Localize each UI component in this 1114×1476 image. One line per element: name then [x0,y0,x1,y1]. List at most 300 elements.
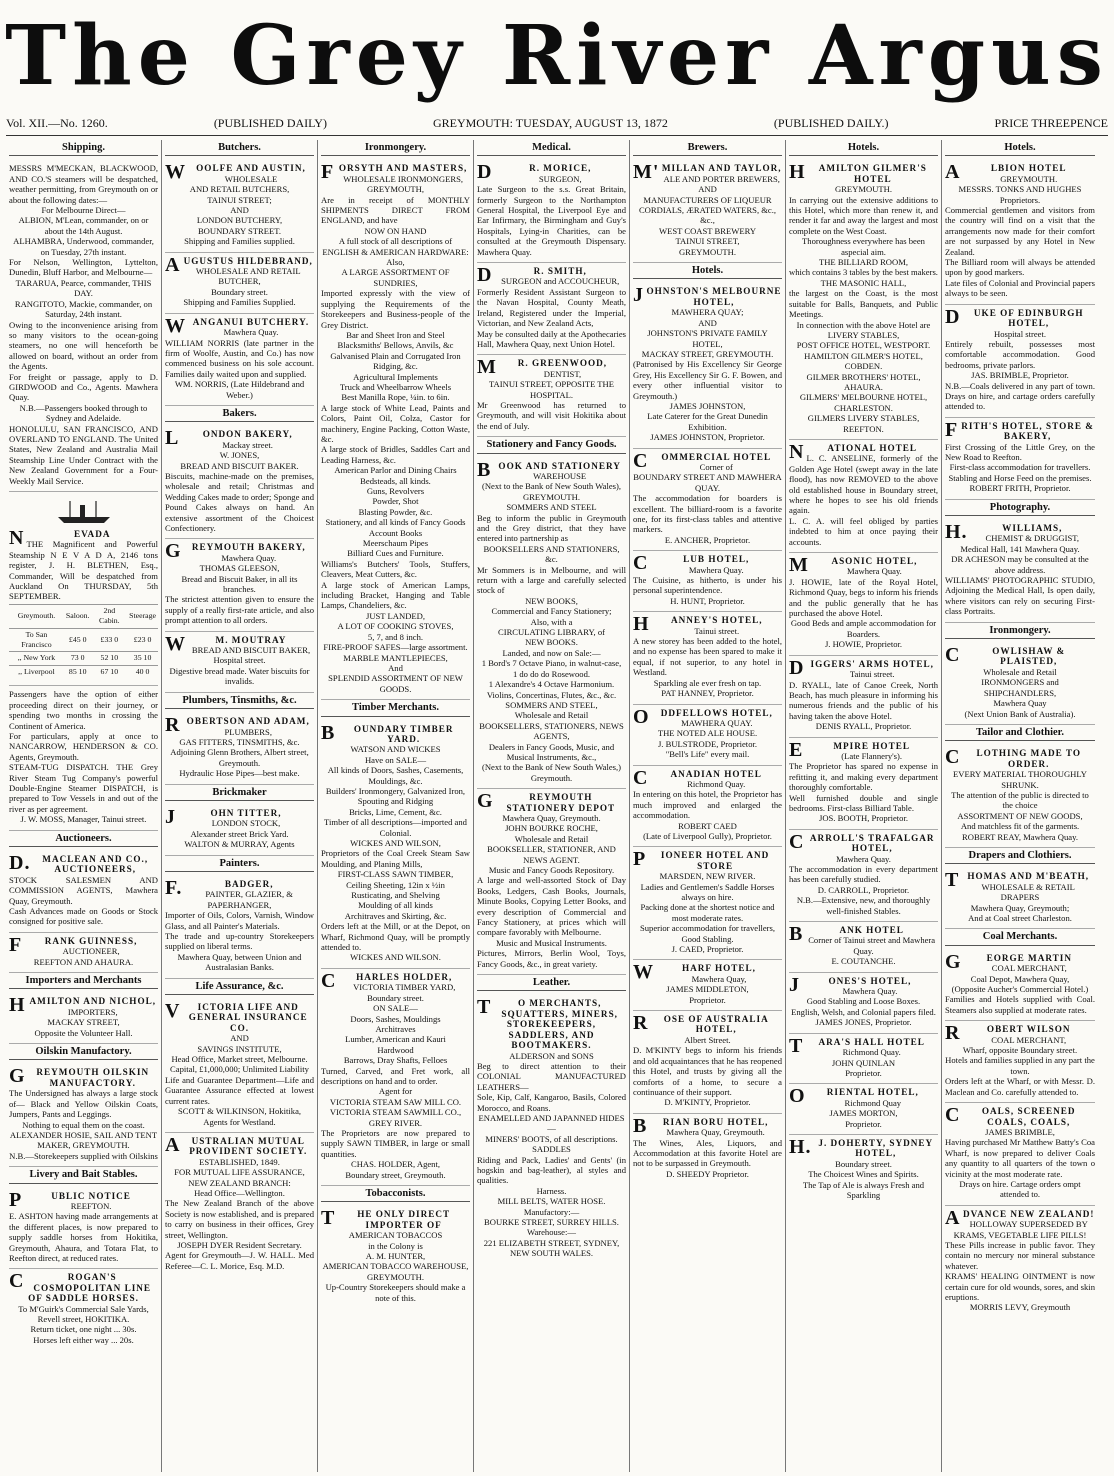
advertisement [165,713,314,784]
ad-text: TAINUI STREET, OPPOSITE THE HOSPITAL. [488,379,615,400]
ad-text: Violins, Concertinas, Flutes, &c., &c. [486,689,617,700]
ad-text: SPLENDID ASSORTMENT OF NEW GOODS. [328,673,463,694]
ad-text: Proprietor. [845,1067,882,1078]
ad-text: Digestive bread made. Water biscuits for invalids. [169,665,310,687]
ad-text: MARSDEN, NEW RIVER. [659,871,756,882]
ad-text: Up-Country Storekeepers should make a note of this. [325,1282,466,1303]
ad-text: "Bell's Life" every mail. [665,749,750,760]
table-header-cell: Saloon. [64,604,92,628]
ad-text: All kinds of Doors, Sashes, Casements, Mouldings, &c. [327,765,464,786]
ad-text: J. HOWIE, Proprietor. [824,639,903,650]
table-cell: 85 10 [64,665,92,678]
advertiser-name: WANGANUI BUTCHERY. [165,314,310,337]
ad-text: DENTIST, [543,368,582,379]
advertisement [477,263,626,355]
advertisement [945,418,1095,500]
ad-text: in the Colony is [368,1240,423,1251]
ad-text: Nothing to equal them on the coast. [22,1119,145,1130]
ad-text: Ridging, &c. [373,361,418,372]
ad-text: Good Beds and ample accommodation for Boarders. [790,618,937,639]
ad-text: Moulding of all kinds [358,900,433,911]
ad-text: FIRST-CLASS SAWN TIMBER, [337,869,454,880]
ad-text: LONDON STOCK, [211,818,281,829]
ad-text: The trade and up-country Storekeepers supplied on liberal terms. [165,931,314,952]
ad-text: MESSRS M'MECKAN, BLACKWOOD, AND CO.'S steamers will be despatched, weather permitting, from Greymouth on or about the following dates:— [9,163,158,205]
table-cell: 35 10 [127,652,158,665]
ad-text: Importer of Oils, Colors, Varnish, Window Glass, and all Painter's Materials. [165,910,314,931]
ad-text: Entirely rebuilt, possesses most comfortable accommodation. Good bedrooms, private parlors. [945,338,1095,370]
ad-text: For freight or passage, apply to D. GIRDWOOD and Co., Agents. Mawhera Quay. [9,371,158,403]
column-3 [318,140,474,1472]
ad-text: Ladies and Gentlemen's Saddle Horses always on hire. [640,881,775,902]
ad-text: WATSON AND WICKES [350,744,441,755]
advertisement [945,868,1095,929]
ad-text: WALTON & MURRAY, Agents [184,839,295,850]
ad-text: GREYMOUTH. [678,246,737,257]
advertiser-name: LONDON BAKERY, [165,427,293,450]
table-cell: ,, New York [9,652,64,665]
ad-text: Mawhera Quay. [223,327,279,338]
ad-text: Proprietors of the Coal Creek Steam Saw Moulding, and Planing Mills, [321,848,470,869]
ad-text: And at Coal street Charleston. [968,913,1072,923]
ad-text: Wholesale and Retail [983,666,1057,677]
ad-text: Builders' Ironmongery, Galvanized Iron, Spouting and Ridging [325,785,466,807]
ad-text: Tainui street. [694,625,740,636]
ad-text: The New Zealand Branch of the above Society is now established, and is prepared to carry on business in their offices, Grey street, Wellington. [165,1198,314,1240]
advertisement [633,160,782,263]
column-2 [162,140,318,1472]
section-heading: Ironmongery. [321,143,470,156]
ad-text: 221 ELIZABETH STREET, SYDNEY, NEW SOUTH WALES. [483,1237,620,1259]
ad-text: Timber of all descriptions—imported and Colonial. [324,817,467,838]
ad-text: MINERS' BOOTS, of all descriptions. [485,1133,618,1144]
ad-text: N.B.—Extensive, new, and thoroughly well-finished Stables. [796,895,931,916]
ad-text: Mawhera Quay. [842,986,898,997]
ad-text: 5, 7, and 8 inch. [367,631,424,642]
ad-text: BUTCHER, [218,276,261,287]
advertiser-name: DR. MORICE, [477,161,592,184]
table-row [9,652,158,665]
advertisement [9,851,158,933]
advertiser-name: ODDFELLOWS HOTEL, [633,705,773,728]
advertiser-name: WHARF HOTEL, [633,961,756,984]
ad-text: BOOKSELLERS AND STATIONERS, &c. [483,543,620,565]
ad-text: Mawhera Quay. [847,566,902,577]
advertisement [945,1103,1095,1206]
advertiser-name: FORSYTH AND MASTERS, [321,161,468,184]
ad-text: Boundary street. [367,992,424,1003]
section-heading: Painters. [165,859,314,872]
ad-text: TAINUI STREET; [207,194,272,205]
ad-text: D. M'KINTY begs to inform his friends and old acquaintances that he has reopened this Hotel, and trusts by giving all the comforts of a home, to secure a continuance of their support. [633,1045,782,1097]
ad-text: JAMES JONES, Proprietor. [815,1017,912,1028]
table-header-cell: Greymouth. [9,604,64,628]
advertiser-name: AUGUSTUS HILDEBRAND, [165,253,313,276]
ad-text: ROBERT FRITH, Proprietor. [969,483,1071,494]
ad-text: In carrying out the extensive additions to this Hotel, which more than renew it, and render it far and away the largest and most complete on the West Coast. [789,194,938,236]
ad-text: POST OFFICE HOTEL, WESTPORT. [796,340,931,351]
ad-text: BREAD AND BISCUIT BAKER, [191,645,311,656]
ad-text: Richmond Quay. [842,1047,901,1058]
ad-text: HAMILTON GILMER'S HOTEL, COBDEN. [804,350,923,372]
advertisement [165,160,314,252]
advertiser-name: ALBION HOTEL [945,161,1067,184]
ad-text: PAT HANNEY, Proprietor. [661,688,754,699]
advertiser-name: COALS, SCREENED COALS, COALS, [945,1104,1076,1127]
ad-text: ASSORTMENT OF NEW GOODS, [957,810,1083,821]
ad-text: E. ASHTON having made arrangements at the different places, is now prepared to supply saddle horses from Hokitika, Greymouth, Ahaura, and Totara Flat, to Reefton direct, at reduced rates. [9,1211,158,1263]
ad-text: GILMER BROTHERS' HOTEL, AHAURA. [806,371,921,392]
ad-text: Opposite the Volunteer Hall. [34,1027,133,1038]
advertisement [477,789,626,975]
ad-text: AND [698,317,717,328]
advertiser-name: MASONIC HOTEL, [789,554,918,577]
advertiser-name: NATIONAL HOTEL [789,440,918,463]
ad-text: First Crossing of the Little Grey, on the New Road to Reefton. [945,441,1095,462]
ad-text: Stabling and Horse Feed on the premises. [948,472,1092,483]
ad-text: (Next Union Bank of Australia). [964,708,1076,719]
advertisement [633,1011,782,1114]
ad-text: AND [698,184,717,195]
ad-text: Agent for [378,1086,413,1097]
advertisement [165,426,314,539]
section-heading: Tobacconists. [321,1189,470,1202]
ad-text: N.B.—Coals delivered in any part of town. Drays on hire, and cartage orders carefully attended to. [945,380,1095,412]
ad-text: WM. NORRIS, (Late Hildebrand and Weber.) [174,379,305,400]
ad-text: ROBERT CAED [678,820,737,831]
ad-text: Turned, Carved, and Fret work, all descriptions on hand and to order. [321,1065,470,1086]
advertiser-name: ORIENTAL HOTEL, [789,1085,919,1108]
ad-text: E. ANCHER, Proprietor. [664,534,751,545]
advertiser-name: H.J. DOHERTY, SYDNEY HOTEL, [789,1135,934,1159]
advertisement [789,1084,938,1135]
ad-text: Meerschaum Pipes [362,538,429,549]
published-daily-left: (PUBLISHED DAILY) [213,115,327,130]
ad-text: GREYMOUTH, [366,184,425,195]
ad-text: Also, [386,257,405,268]
ad-text: GILMERS' MELBOURNE HOTEL, CHARLESTON. [799,392,928,413]
advertiser-name: HAMILTON AND NICHOL, [9,994,157,1017]
section-heading: Importers and Merchants [9,976,158,989]
ad-text: In connection with the above Hotel are LIVERY STABLES, [796,319,931,340]
ad-text: The accommodation for boarders is excellent. The billiard-room is a favorite one, for its first-class tables and attentive markers. [633,493,782,535]
ad-text: Boundary street. [211,286,268,297]
advertiser-name: TARA'S HALL HOTEL [789,1034,925,1057]
advertiser-name: WM. MOUTRAY [165,632,287,655]
table-cell: £45 0 [64,628,92,652]
ad-text: JOHNSTON'S PRIVATE FAMILY HOTEL, [647,328,768,349]
ad-text: The Choicest Wines and Spirits. [808,1169,919,1180]
ad-text: Riding and Pack, Ladies' and Gents' (in hogskin and bag-leather), al styles and qualities. [477,1154,626,1186]
ad-text: THE MASONIC HALL, [820,277,907,288]
ad-text: Late Surgeon to the s.s. Great Britain, formerly Surgeon to the Northampton General Hospital, the Liverpool Eye and Ear Infirmary, the Birmingham and Guy's Hospitals, Lying-in Charities, can be consulted at the Greymouth Dispensary. Mawhera Quay. [477,184,626,257]
ad-text: Bar and Sheet Iron and Steel [346,329,445,340]
section-heading: Oilskin Manufactory. [9,1047,158,1060]
ad-text: Boundary street. [835,1158,892,1169]
ad-text: Lumber, American and Kauri [345,1034,446,1045]
ad-text: These Pills increase in public favor. They contain no mercury nor mineral substance whatever. [945,1239,1095,1271]
ad-text: WICKES AND WILSON. [350,952,441,963]
table-row [9,628,158,652]
ad-text: (Opposite Aucher's Commercial Hotel.) [951,984,1089,995]
ad-text: WICKES AND WILSON, [350,838,441,848]
advertisement [633,612,782,704]
ad-text: STEAM-TUG DISPATCH. THE Grey River Steam Tug Company's powerful Double-Engine Steamer DISPATCH, is prepared to Tow Vessels in and out of the river as per agreement. [9,762,158,814]
ad-text: Mawhera Quay. [688,564,744,575]
advertiser-name: COMMERCIAL HOTEL [633,449,772,472]
ad-text: REEFTON AND AHAURA. [33,956,134,967]
ad-text: A large and well-assorted Stock of Day Books, Ledgers, Cash Books, Journals, Minute Books, Copying Letter Books, and every description of Commercial and Fancy Stationery, at prices which will compare favorably with Melbourne. [477,875,626,938]
section-heading: Butchers. [165,143,314,156]
ad-text: Families and Hotels supplied with Coal. Steamers also supplied at moderate rates. [945,994,1095,1015]
section-heading: Plumbers, Tinsmiths, &c. [165,696,314,709]
ad-text: WILLIAMS' PHOTOGRAPHIC STUDIO, Adjoining the Medical Hall, Is open daily, where visitors can rely on securing First-class Portraits. [945,575,1095,617]
ad-text: WILLIAM NORRIS (late partner in the firm of Woolfe, Austin, and Co.) has now commenced business on his sole account. Families daily waited upon and supplied. [165,337,314,379]
ad-text: English, Welsh, and Colonial papers filed. [791,1006,936,1017]
ad-text: MILL BELTS, WATER HOSE. [497,1196,606,1207]
ad-text: The Proprietor has spared no expense in refitting it, and making every department thoroughly comfortable. [789,761,938,793]
ad-text: JAMES BRIMBLE, [985,1126,1055,1137]
ad-text: which contains 3 tables by the best makers. [789,267,938,278]
advertiser-name: M'MILLAN AND TAYLOR, [633,161,782,184]
ad-text: Passengers have the option of either proceeding direct on their journey, or spending two months in crossing the Continent of America. [9,689,158,731]
ad-text: The attention of the public is directed to the choice [951,789,1089,811]
section-heading: Stationery and Fancy Goods. [477,440,626,453]
ad-text: For Nelson, Wellington, Lyttelton, Dunedin, Bluff Harbor, and Melbourne— [9,257,158,278]
advertisement [945,950,1095,1021]
advertisement [477,995,626,1263]
advertisement [789,1135,938,1205]
advertiser-name: PUBLIC NOTICE [9,1188,131,1211]
advertisement [165,314,314,406]
ad-text: THE Magnificent and Powerful Steamship N E V A D A, 2146 tons register, J. H. BLETHEN, Esq., Commander, Will be despatched from Auckland On THURSDAY, 5th SEPTEMBER. [9,539,158,602]
ad-text: Orders left at the Wharf, or with Messr. D. Maclean and Co. carefully attended to. [945,1076,1095,1097]
ad-text: IMPORTERS, [67,1006,118,1017]
column-5 [630,140,786,1472]
ad-text: GILMERS LIVERY STABLES, REEFTON. [807,413,920,434]
ad-text: WHOLESALE [224,173,278,184]
ad-text: GREYMOUTH. [834,184,893,195]
advertisement [789,1034,938,1085]
advertisement [633,449,782,552]
ad-text: VICTORIA TIMBER YARD, [353,982,456,993]
ad-text: JAS. BRIMBLE, Proprietor. [971,370,1069,381]
advertisement [633,847,782,960]
section-heading: Shipping. [9,143,158,156]
advertiser-name: DIGGERS' ARMS HOTEL, [789,656,934,679]
table-cell: £23 0 [127,628,158,652]
advertiser-name: NEVADA [9,527,111,549]
advertisement [789,738,938,830]
advertisement [321,721,470,969]
advertisement [945,160,1095,304]
ad-text: STOCK SALESMEN AND COMMISSION AGENTS, Mawhera Quay, Greymouth. [9,874,158,906]
ad-text: Medical Hall, 141 Mawhera Quay. [960,543,1080,554]
advertiser-name: PIONEER HOTEL AND STORE [633,848,770,871]
ad-text: Cash Advances made on Goods or Stock consigned for positive sale. [9,906,158,927]
ad-text: Superior accommodation for travellers, Good Stabling. [639,923,776,944]
published-daily-right: (PUBLISHED DAILY.) [773,115,889,130]
columns-container [6,140,1108,1472]
ad-text: Landed, and now on Sale:— [502,647,601,658]
ad-text: Good Stabling and Loose Boxes. [806,996,921,1007]
ad-text: Wharf, opposite Boundary street. [962,1045,1078,1056]
ad-text: Well furnished double and single bedrooms. First-class Billiard Table. [789,792,938,813]
ad-text: ALEXANDER HOSIE, SAIL AND TENT MAKER, GREYMOUTH. [9,1129,158,1151]
advertiser-name: VICTORIA LIFE AND GENERAL INSURANCE CO. [165,1000,308,1033]
ad-text: Sole, Kip, Calf, Kangaroo, Basils, Colored Morocco, and Roans. [477,1092,626,1113]
advertisement [789,830,938,922]
ad-text: 1 Alexandre's 4 Octave Harmonium. [488,679,615,690]
ad-text: Alexander street Brick Yard. [190,828,289,839]
ad-text: MANUFACTURERS OF LIQUEUR CORDIALS, ÆRATED WATERS, &c., &c., [638,194,777,226]
ad-text: Proprietor. [845,1118,882,1129]
advertiser-name: BOUNDARY TIMBER YARD. [321,721,454,744]
ad-text: Barrows, Dray Shafts, Felloes [343,1055,448,1066]
advertiser-name: HAMILTON GILMER'S HOTEL [789,161,927,184]
ad-text: D. CARROLL, Proprietor. [817,884,910,895]
ad-text: WAREHOUSE [533,470,587,481]
ad-text: SCOTT & WILKINSON, Hokitika, Agents for Westland. [177,1106,302,1127]
ad-text: Guns, Revolvers [366,486,425,496]
advertisement [165,805,314,856]
ad-text: Horses left either way ... 20s. [33,1334,134,1345]
ad-text: FIRE-PROOF SAFES—large assortment. [323,642,468,653]
ad-text: JAMES MORTON, [829,1108,898,1119]
ad-text: N.B.—Storekeepers supplied with Oilskins [9,1150,158,1161]
ad-text: A large stock of Bridles, Saddles Cart and Leading Harness, &c. [321,444,470,465]
ad-text: Have on SALE— [364,754,427,765]
ad-text: WHOLESALE IRONMONGERS, [343,173,464,184]
table-header-cell: Steerage [127,604,158,628]
ad-text: Having purchased Mr Matthew Batty's Coa Wharf, is now prepared to deliver Coals any quantity to all quarters of the town o vicinity at the most moderate rate. [945,1137,1095,1179]
ad-text: A new storey has been added to the hotel, and no expense has been spared to make it equal, if not superior, to any hotel in Westland. [633,636,782,678]
section-heading: Bakers. [165,409,314,422]
advertiser-name: ROBERT WILSON [945,1022,1071,1045]
ad-text: CHAS. HOLDER, Agent, [350,1159,441,1170]
advertisement [789,922,938,973]
ad-text: COAL MERCHANT, [991,1034,1067,1045]
advertiser-name: GEORGE MARTIN [945,950,1072,973]
ad-text: GREYMOUTH. [1000,173,1058,184]
ad-text: PAINTER, GLAZIER, & PAPERHANGER, [205,889,293,910]
ad-text: THE BILLIARD ROOM, [818,257,909,268]
ad-text: LONDON BUTCHERY, [196,215,283,226]
ad-text: MARBLE MANTLEPIECES, [343,652,448,663]
advertiser-name: CROGAN'S COSMOPOLITAN LINE OF SADDLE HORSES. [9,1270,152,1304]
table-cell: 73 0 [64,652,92,665]
advertiser-name: CANADIAN HOTEL [633,766,762,789]
ad-text: JOS. BOOTH, Proprietor. [818,813,909,824]
ad-text: SURGEON, [538,173,582,184]
ad-text: W. JONES, [219,450,260,461]
advertisement [945,305,1095,418]
ad-text: Powder, Shot [372,496,419,507]
ad-text: THOMAS GLEESON, [199,563,280,574]
advertisement [633,766,782,848]
advertisement [9,933,158,973]
ad-text: Beg to inform the public in Greymouth and the Grey district, that they have entered into partnership as [477,512,626,544]
ad-text: SADDLES [532,1144,571,1155]
ad-text: AND [230,1033,249,1044]
advertisement [789,160,938,440]
ad-text: JAMES JOHNSTON, Proprietor. [650,432,765,443]
advertiser-name: THOMAS AND M'BEATH, [945,869,1090,892]
ad-text: 1 do do do Rosewood. [512,668,591,679]
ad-text: ALDERSON and SONS [509,1050,594,1061]
advertisement [477,355,626,437]
ad-text: Pictures, Mirrors, Berlin Wool, Toys, Fancy Goods, &c., in great variety. [477,948,626,969]
ad-text: GAS FITTERS, TINSMITHS, &c. [179,736,300,747]
ad-text: Wholesale and Retail [514,710,589,721]
ad-text: Tainui street. [849,669,895,680]
advertiser-name: JOHNSTON'S MELBOURNE HOTEL, [633,284,782,307]
column-7 [942,140,1098,1472]
ad-text: Billiard Cues and Furniture. [347,548,444,559]
ad-text: Orders left at the Mill, or at the Depot, on Wharf, Richmond Quay, will be promptly attended to. [321,921,470,953]
ad-text: VICTORIA STEAM SAW MILL CO. [329,1096,462,1107]
ad-text: ALE AND PORTER BREWERS, [663,173,780,184]
ad-text: A LARGE ASSORTMENT OF SUNDRIES, [341,267,450,288]
ad-text: D. SHEEDY Proprietor. [666,1168,749,1179]
ad-text: Ceiling Sheeting, 12in x ½in [346,879,445,890]
advertiser-name: HANNEY'S HOTEL, [633,613,763,636]
advertisement [165,632,314,693]
ad-text: L. C. ANSELINE, formerly of the Golden Age Hotel (swept away in the late flood), has now REMOVED to the above old established house in Boundary street, where he hopes to see his old friends again. [789,453,938,516]
ad-text: And matchless fit of the garments. [960,821,1080,832]
ad-text: The Undersigned has always a large stock of— Black and Yellow Oilskin Coats, Jumpers, Pants and Leggings. [9,1088,158,1120]
section-heading: Livery and Bait Stables. [9,1170,158,1183]
advertiser-name: WOOLFE AND AUSTIN, [165,161,306,184]
ad-text: Doors, Sashes, Mouldings [350,1013,441,1024]
ad-text: Return ticket, one night ... 30s. [30,1324,137,1335]
ad-text: American Parlor and Dining Chairs Bedsteads, all kinds. [334,465,457,486]
fares-table [9,604,158,678]
advertisement [789,973,938,1034]
ad-text: Hotels and families supplied in any part the town. [945,1055,1095,1076]
section-heading: Hotels. [945,143,1095,156]
ad-text: Music and Fancy Goods Repository. [488,865,615,875]
ad-text: AND RETAIL BUTCHERS, [189,184,290,195]
ad-text: AUCTIONEER, [62,946,120,957]
ad-text: Wholesale and Retail [514,833,589,844]
ad-text: Mawhera Quay, between Union and Australasian Banks. [177,951,302,973]
ad-text: BOUNDARY STREET. [197,225,282,236]
ad-text: Capital, £1,000,000; Unlimited Liability [170,1064,309,1075]
ad-text: ROBERT REAY, Mawhera Quay. [962,831,1078,842]
advertisement [789,440,938,553]
section-heading: Auctioneers. [9,834,158,847]
advertiser-name: CHARLES HOLDER, [321,969,453,992]
ad-text: Mawhera Quay [993,698,1047,709]
column-4 [474,140,630,1472]
advertiser-name: ROBERTSON AND ADAM, [165,714,310,737]
ad-text: Boundary street, Greymouth. [345,1169,446,1180]
ad-text: HONOLULU, SAN FRANCISCO, AND OVERLAND TO ENGLAND. The United States, New Zealand and Australia Mail Steamship Line Under Contract with the New Zealand Government for a Four-Weekly Mail Service. [9,423,158,486]
ad-text: J. W. MOSS, Manager, Tainui street. [20,814,147,825]
ad-text: MORRIS LEVY, Greymouth [969,1302,1071,1313]
advertisement [165,876,314,979]
ad-text: WHOLESALE AND RETAIL [195,266,301,277]
ad-text: Stationery, and all kinds of Fancy Goods [325,517,466,528]
advertiser-name: BRIAN BORU HOTEL, [633,1114,769,1137]
ad-text: Account Books [368,527,423,538]
ad-text: N.B.—Passengers booked through to Sydney and Adelaide. [19,402,148,424]
advertisement [945,1021,1095,1103]
ad-text: Commercial and Fancy Stationery; [491,606,612,617]
ad-text: Hospital street. [213,655,266,666]
ad-text: Life and Guarantee Department—Life and Guarantee Assurance effected at lowest current rates. [165,1074,314,1106]
